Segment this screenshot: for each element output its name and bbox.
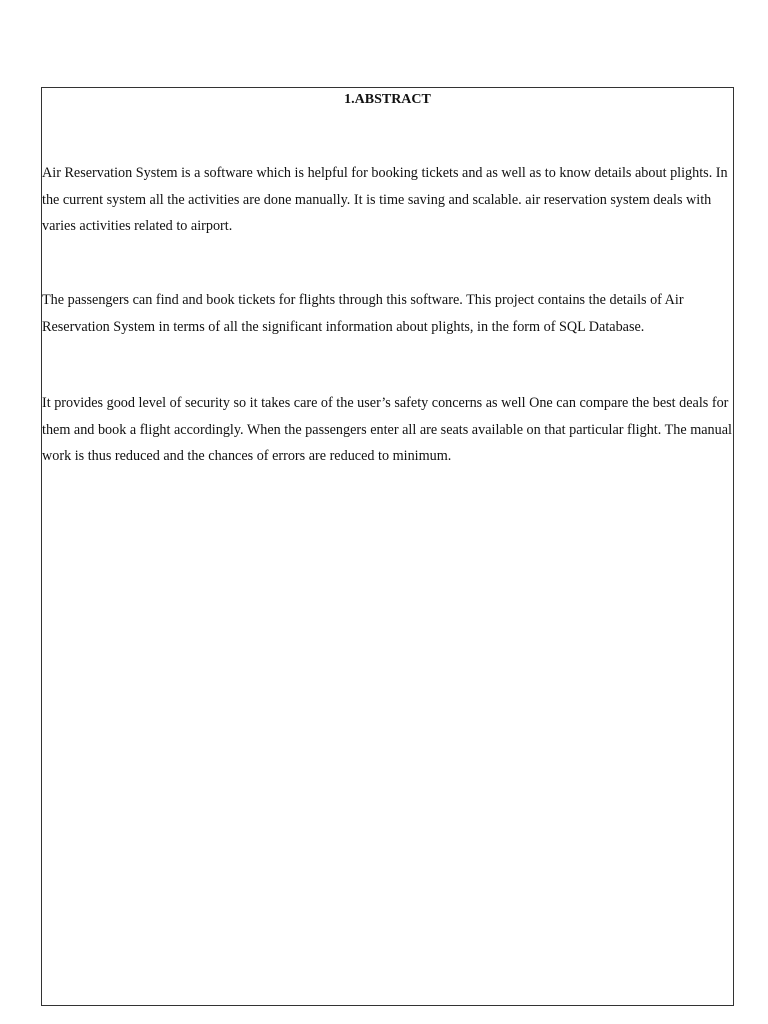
abstract-paragraph-1: Air Reservation System is a software which is helpful for booking tickets and as well as to know details about plights. In the current system all the activities are done manually. It is time saving and scalable. air reservation system deals with varies activities related to airport. xyxy=(42,165,728,235)
abstract-paragraph-3: It provides good level of security so it takes care of the user’s safety concerns as well One can compare the best deals for them and book a flight accordingly. When the passengers enter all are seats available on that particular flight. The manual work is thus reduced and the chances of errors are reduced to minimum. xyxy=(42,395,732,465)
page-border-frame xyxy=(41,87,734,1006)
abstract-paragraph-2: The passengers can find and book tickets for flights through this software. This project contains the details of Air Reservation System in terms of all the significant information about plights, in the form of SQL Database. xyxy=(42,292,684,335)
section-heading: 1.ABSTRACT xyxy=(344,92,431,107)
